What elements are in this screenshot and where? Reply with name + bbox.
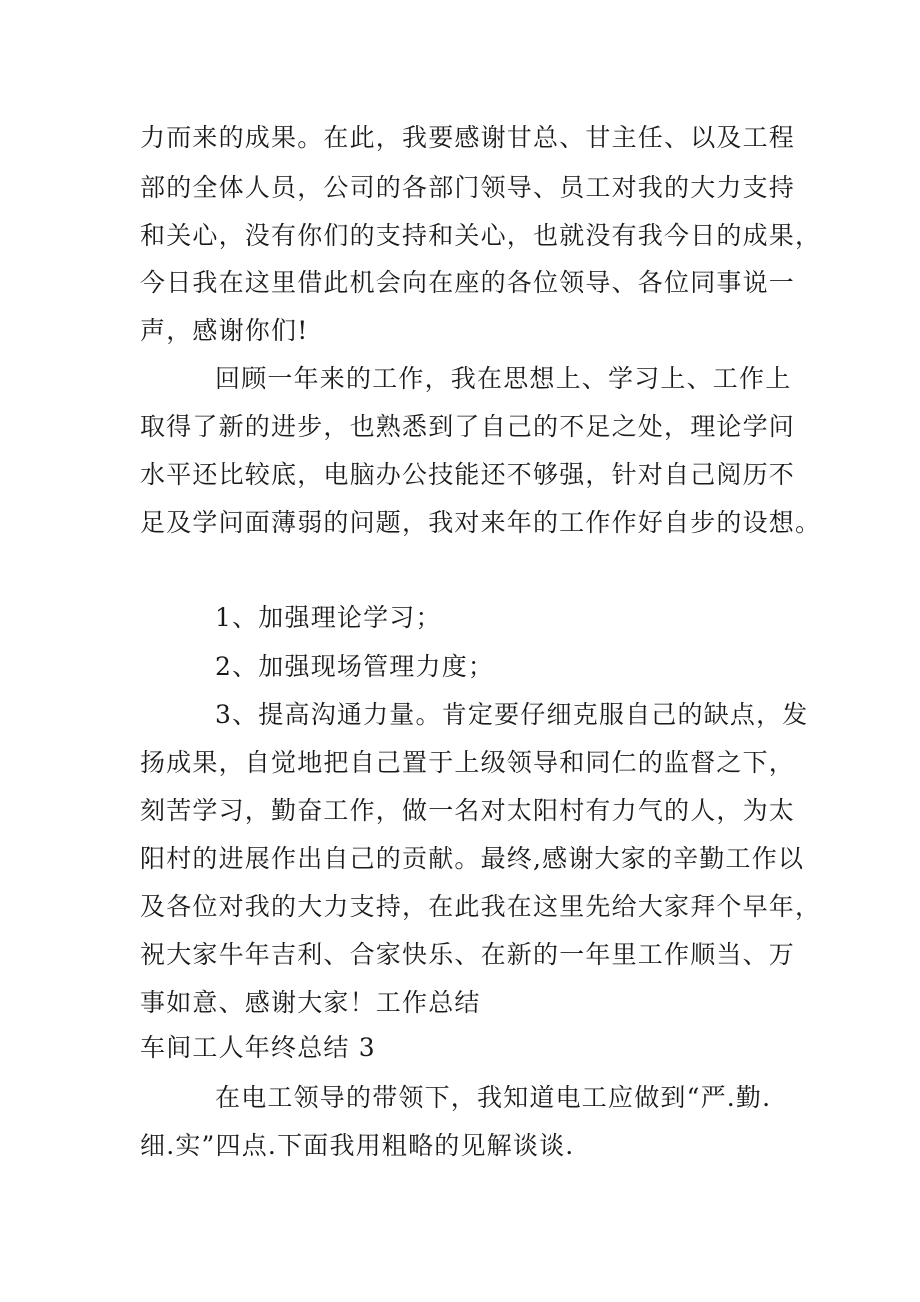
paragraph-1-line-1: 力而来的成果。在此，我要感谢甘总、甘主任、以及工程 (140, 123, 796, 152)
paragraph-3-line-2: 扬成果，自觉地把自己置于上级领导和同仁的监督之下， (140, 748, 796, 777)
paragraph-1-line-3: 和关心，没有你们的支持和关心，也就没有我今日的成果， (140, 221, 822, 250)
paragraph-3-line-5: 及各位对我的大力支持，在此我在这里先给大家拜个早年， (140, 892, 822, 921)
paragraph-1-line-4: 今日我在这里借此机会向在座的各位领导、各位同事说一 (140, 268, 796, 297)
paragraph-4-line-1: 在电工领导的带领下，我知道电工应做到“严.勤. (215, 1083, 772, 1112)
paragraph-3-line-6: 祝大家牛年吉利、合家快乐、在新的一年里工作顺当、万 (140, 940, 796, 969)
paragraph-3-line-7: 事如意、感谢大家！工作总结 (140, 988, 481, 1017)
list-item-2: 2、加强现场管理力度； (215, 652, 495, 681)
paragraph-2-line-1: 回顾一年来的工作，我在思想上、学习上、工作上 (215, 364, 792, 393)
paragraph-4-line-2: 细.实”四点.下面我用粗略的见解谈谈. (140, 1131, 575, 1160)
paragraph-3-line-1: 3、提高沟通力量。肯定要仔细克服自己的缺点，发 (215, 700, 809, 729)
section-heading: 车间工人年终总结 3 (140, 1033, 376, 1062)
list-item-1: 1、加强理论学习； (215, 603, 442, 632)
paragraph-1-line-2: 部的全体人员，公司的各部门领导、员工对我的大力支持 (140, 173, 796, 202)
paragraph-3-line-3: 刻苦学习，勤奋工作，做一名对太阳村有力气的人，为太 (140, 796, 796, 825)
paragraph-1-line-5: 声，感谢你们! (140, 316, 309, 345)
paragraph-3-line-4: 阳村的进展作出自己的贡献。最终,感谢大家的辛勤工作以 (140, 844, 805, 873)
paragraph-2-line-2: 取得了新的进步，也熟悉到了自己的不足之处，理论学问 (140, 412, 796, 441)
paragraph-2-line-4: 足及学问面薄弱的问题，我对来年的工作作好自步的设想。 (140, 508, 822, 537)
paragraph-2-line-3: 水平还比较底，电脑办公技能还不够强，针对自己阅历不 (140, 460, 796, 489)
